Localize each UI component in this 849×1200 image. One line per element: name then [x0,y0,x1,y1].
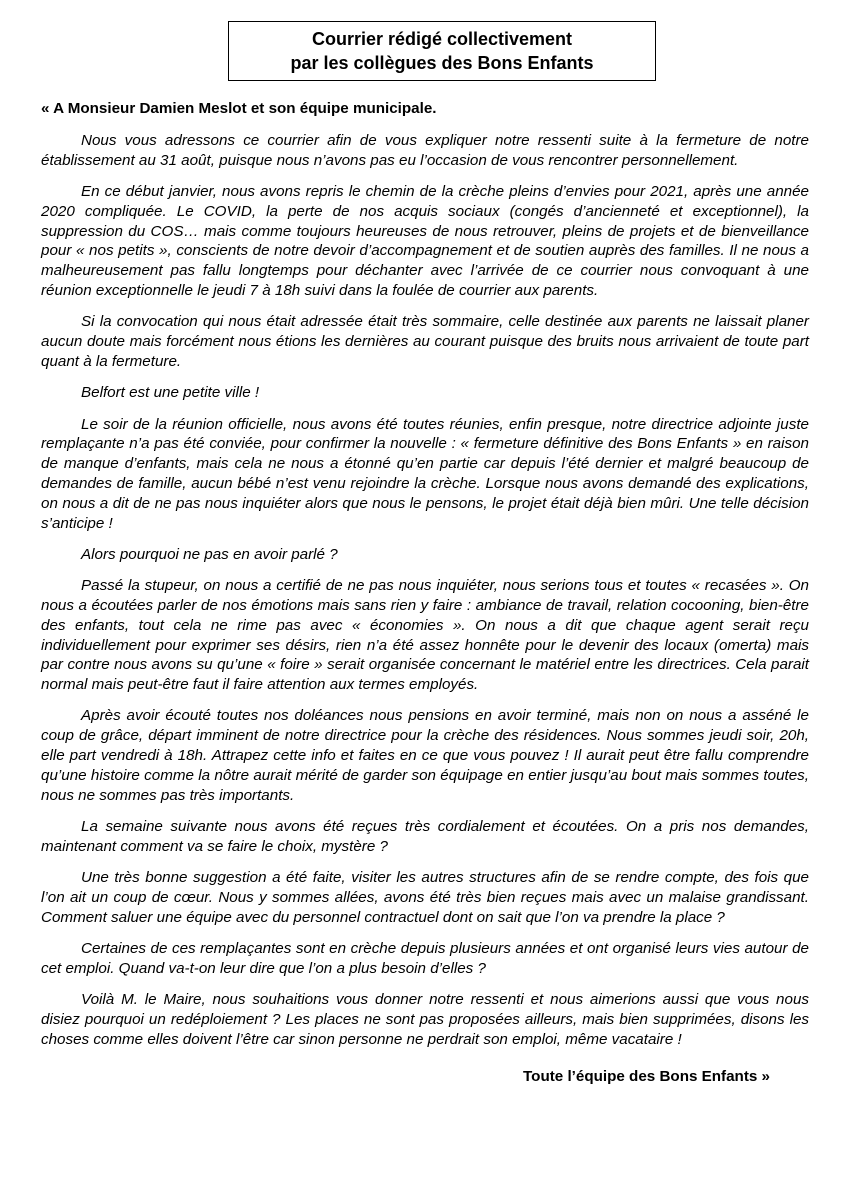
title-line-1: Courrier rédigé collectivement [311,29,573,49]
paragraph-10: Une très bonne suggestion a été faite, visiter les autres structures afin de se rendre compte, des fois que l’on ait un coup de cœur. Nous y sommes allées, avons été très bien reçues mais avec un malaise grandissant. Comment saluer une équipe avec du personnel contractuel dont on sait que l’on va prendre la place ? [41,869,809,926]
paragraph-11: Certaines de ces remplaçantes sont en crèche depuis plusieurs années et ont organisé leurs vies autour de cet emploi. Quand va-t-on leur dire que l’on a plus besoin d’elles ? [41,939,809,977]
paragraph-2: En ce début janvier, nous avons repris le chemin de la crèche pleins d’envies pour 2021, après une année 2020 compliquée. Le COVID, la perte de nos acquis sociaux (congés d’ancienneté et exceptionnel), la suppression du COS… mais comme toujours heureuses de nous retrouver, pleins de projets et de bienveillance pour « nos petits », conscients de notre devoir d’accompagnement et de soutien auprès des familles. Il ne nous a malheureusement pas fallu longtemps pour déchanter avec l’arrivée de ce courrier nous convoquant à une réunion exceptionnelle le jeudi 7 à 18h suivi dans la foulée de courrier aux parents. [41,183,809,300]
paragraph-1: Nous vous adressons ce courrier afin de vous expliquer notre ressenti suite à la fermeture de notre établissement au 31 août, puisque nous n’avons pas eu l’occasion de vous rencontrer personnellement. [41,132,809,169]
paragraph-9: La semaine suivante nous avons été reçues très cordialement et écoutées. On a pris nos demandes, maintenant comment va se faire le choix, mystère ? [41,817,809,855]
paragraph-12: Voilà M. le Maire, nous souhaitions vous donner notre ressenti et nous aimerions aussi que vous nous disiez pourquoi un redéploiement ? Les places ne sont pas proposées ailleurs, mais bien supprimées, disons les choses comme elles doivent l’être car sinon personne ne perdrait son emploi, même vacataire ! [41,990,809,1048]
title-line-2: par les collègues des Bons Enfants [290,53,594,73]
signature: Toute l’équipe des Bons Enfants » [523,1068,770,1085]
paragraph-8: Après avoir écouté toutes nos doléances nous pensions en avoir terminé, mais non on nous a asséné le coup de grâce, départ imminent de notre directrice pour la crèche des résidences. Nous sommes jeudi soir, 20h, elle part vendredi à 18h. Attrapez cette info et faites en ce que vous pouvez ! Il aurait peut être fallu comprendre qu’une histoire comme la nôtre aurait mérité de garder son équipage en entier jusqu’au bout mais sommes toutes, nous ne sommes pas très importants. [41,707,809,804]
paragraph-7: Passé la stupeur, on nous a certifié de ne pas nous inquiéter, nous serions tous et toutes « recasées ». On nous a écoutées parler de nos émotions mais sans rien y faire : ambiance de travail, relation cocooning, bien-être des enfants, tout cela ne rime pas avec « économies ». On nous a dit que chaque agent serait reçu individuellement pour exprimer ses désirs, rien n’a été assez honnête pour le devenir des locaux (omerta) mais par contre nous avons su qu’une « foire » serait organisée concernant le matériel entre les directrices. Cela parait normal mais peut-être faut il faire attention aux termes employés. [41,577,809,694]
paragraph-4: Belfort est une petite ville ! [81,384,260,402]
salutation: « A Monsieur Damien Meslot et son équipe municipale. [41,100,437,117]
title-box [228,21,656,81]
letter-body [41,131,809,1061]
paragraph-3: Si la convocation qui nous était adressée était très sommaire, celle destinée aux parents ne laissait planer aucun doute mais forcément nous étions les dernières au courant puisque des bruits nous arrivaient de toute part quant à la fermeture. [41,313,809,370]
paragraph-5: Le soir de la réunion officielle, nous avons été toutes réunies, enfin presque, notre directrice adjointe juste remplaçante n’a pas été conviée, pour confirmer la nouvelle : « fermeture définitive des Bons Enfants » en raison de manque d’enfants, mais cela ne nous a étonné qu’en partie car depuis l’été dernier et malgré beaucoup de demandes de famille, aucun bébé n’est venu rejoindre la crèche. Lorsque nous avons demandé des explications, on nous a dit de ne pas nous inquiéter alors que nous le pensons, le projet était déjà bien mûri. Une telle décision s’anticipe ! [41,415,809,532]
paragraph-6: Alors pourquoi ne pas en avoir parlé ? [81,545,338,563]
